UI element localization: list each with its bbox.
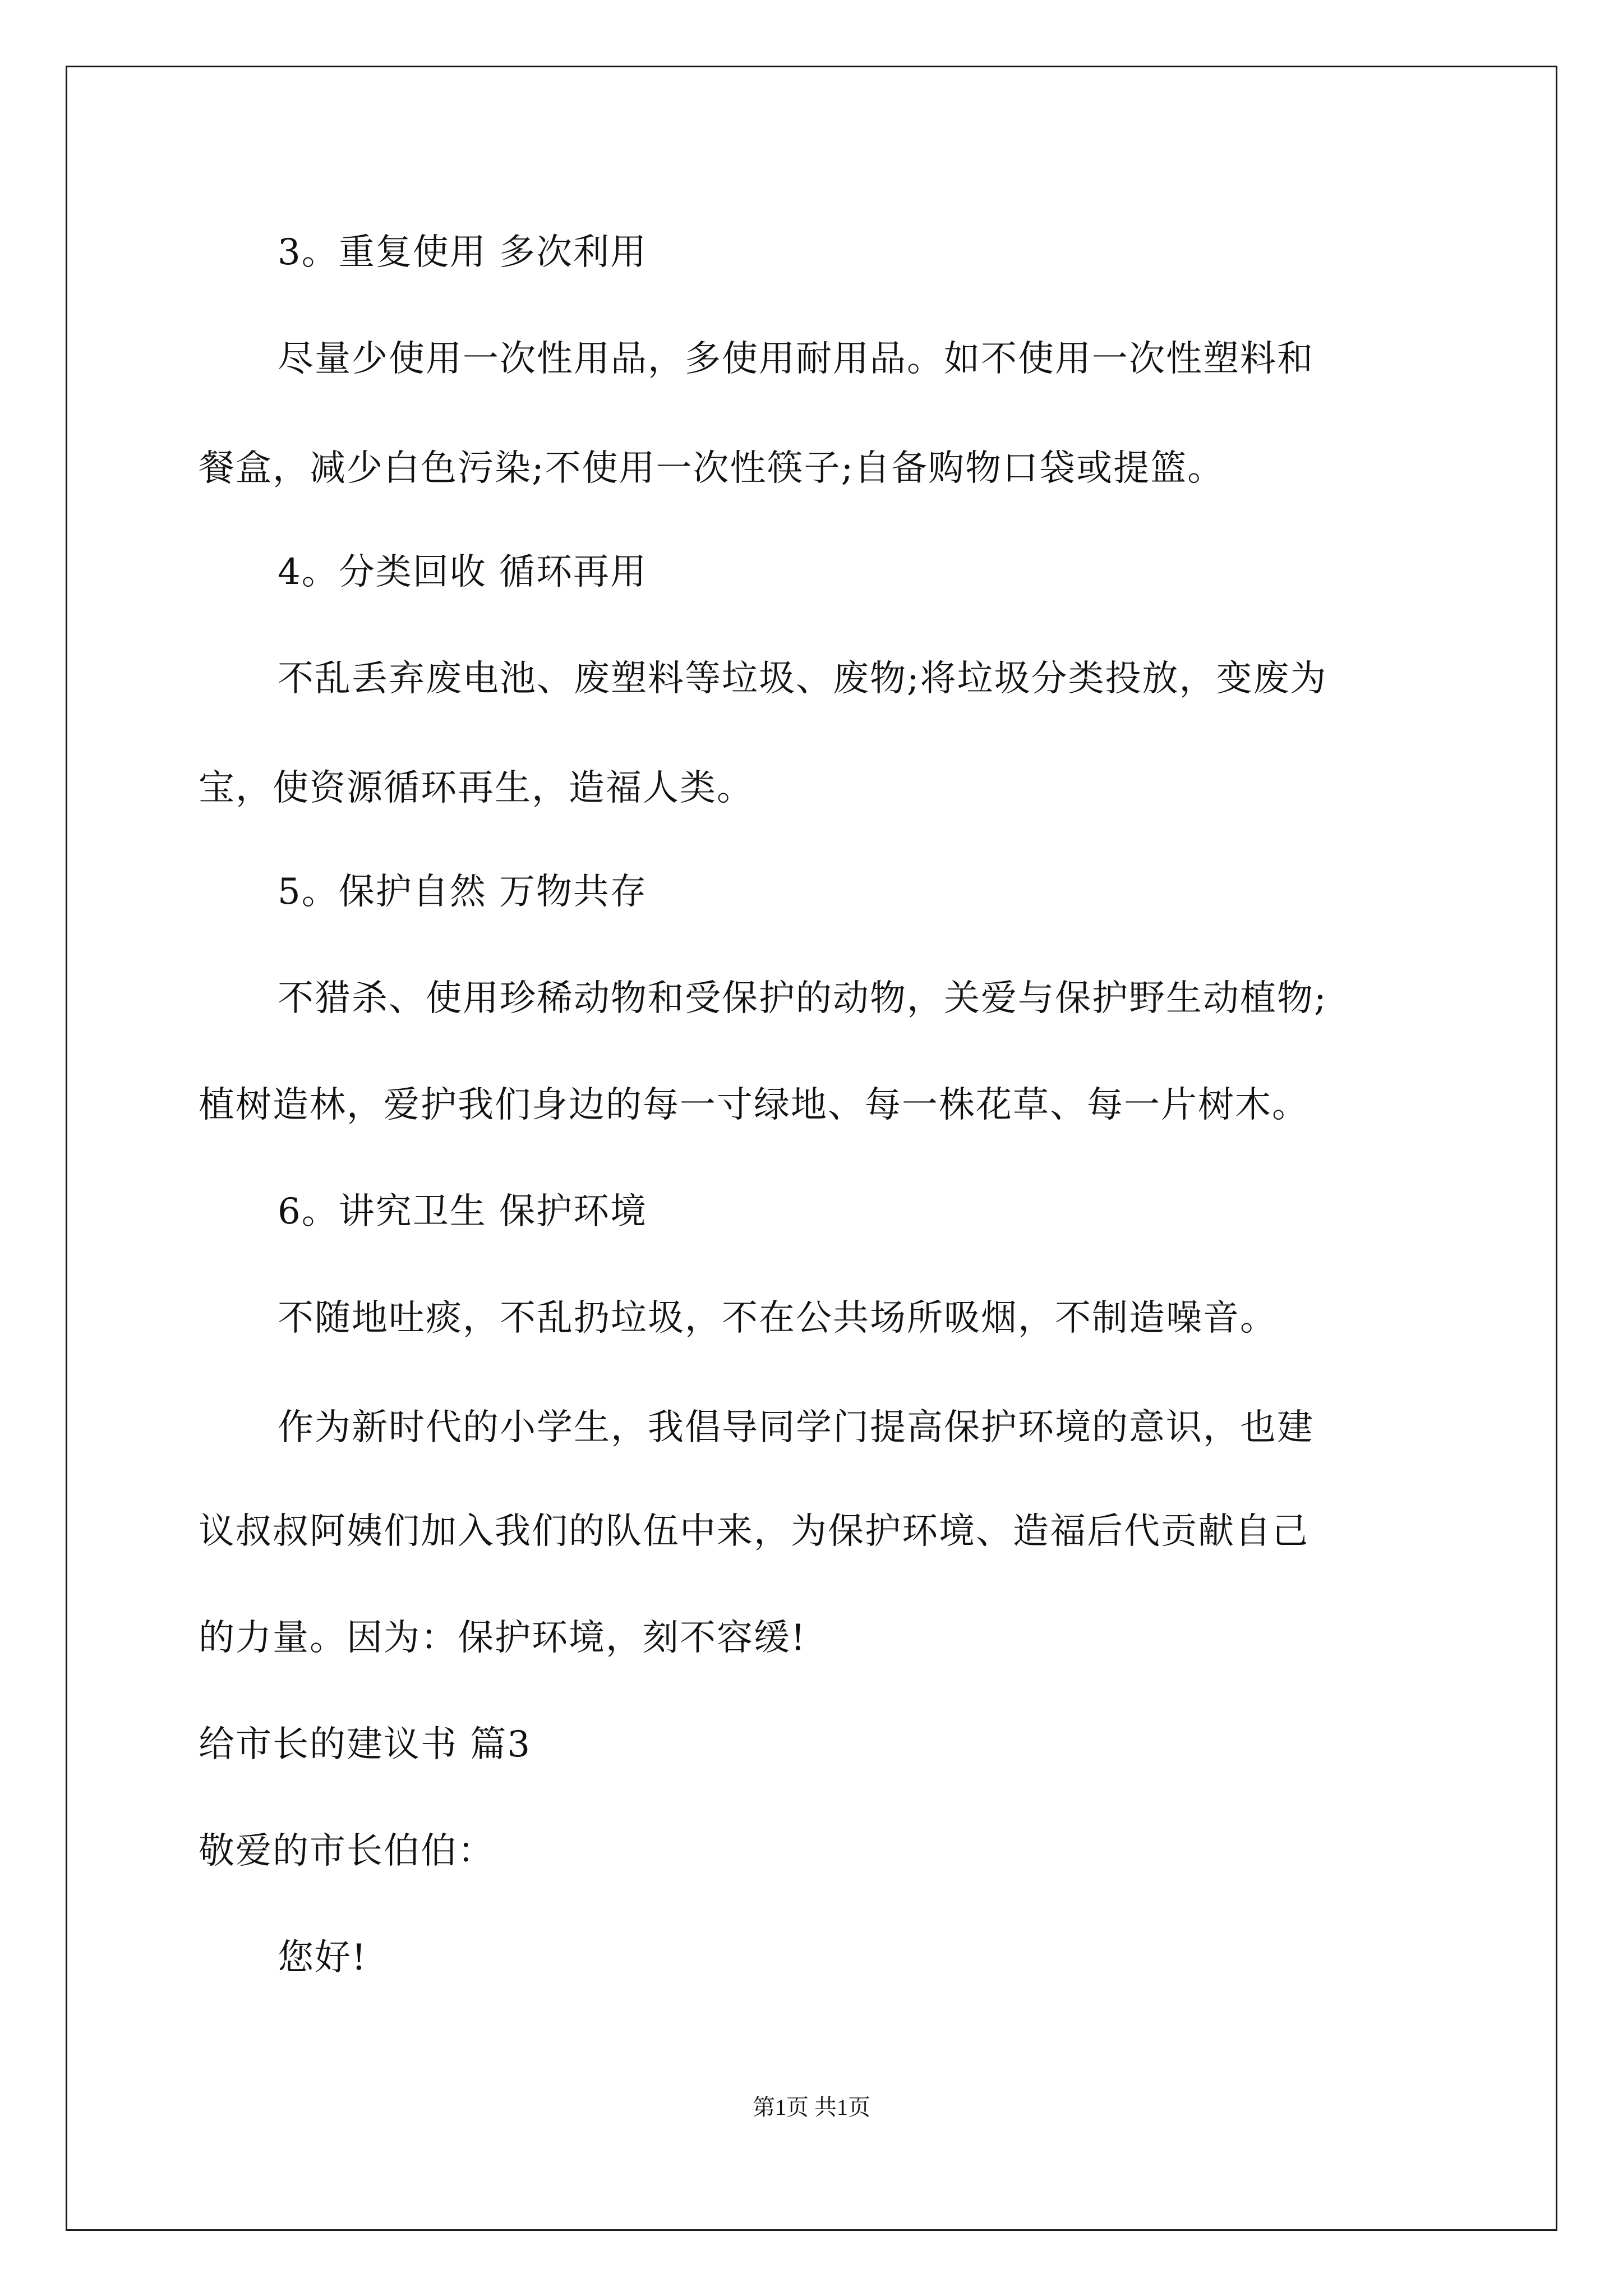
paragraph-line: 不乱丢弃废电池、废塑料等垃圾、废物;将垃圾分类投放，变废为 xyxy=(278,658,1327,700)
paragraph-line: 餐盒，减少白色污染;不使用一次性筷子;自备购物口袋或提篮。 xyxy=(199,448,1225,489)
paragraph-line: 的力量。因为：保护环境，刻不容缓! xyxy=(199,1617,806,1659)
paragraph-line: 不猎杀、使用珍稀动物和受保护的动物，关爱与保护野生动植物; xyxy=(278,978,1327,1019)
section-heading-5: 5。保护自然 万物共存 xyxy=(278,871,648,913)
paragraph-line: 议叔叔阿姨们加入我们的队伍中来，为保护环境、造福后代贡献自己 xyxy=(199,1511,1309,1552)
section-heading-3: 3。重复使用 多次利用 xyxy=(278,232,648,273)
paragraph-line: 宝，使资源循环再生，造福人类。 xyxy=(199,767,754,809)
paragraph-line: 作为新时代的小学生，我倡导同学门提高保护环境的意识，也建 xyxy=(278,1407,1314,1448)
paragraph-line: 不随地吐痰，不乱扔垃圾，不在公共场所吸烟，不制造噪音。 xyxy=(278,1297,1277,1339)
page-border xyxy=(66,66,1557,2231)
section-heading-6: 6。讲究卫生 保护环境 xyxy=(278,1191,648,1232)
section-heading-4: 4。分类回收 循环再用 xyxy=(278,551,648,593)
salutation: 敬爱的市长伯伯： xyxy=(199,1830,495,1872)
page-footer: 第1页 共1页 xyxy=(753,2095,870,2120)
greeting: 您好! xyxy=(278,1937,367,1978)
paragraph-line: 植树造林，爱护我们身边的每一寸绿地、每一株花草、每一片树木。 xyxy=(199,1084,1309,1126)
article-title: 给市长的建议书 篇3 xyxy=(199,1724,532,1765)
paragraph-line: 尽量少使用一次性用品，多使用耐用品。如不使用一次性塑料和 xyxy=(278,338,1314,380)
